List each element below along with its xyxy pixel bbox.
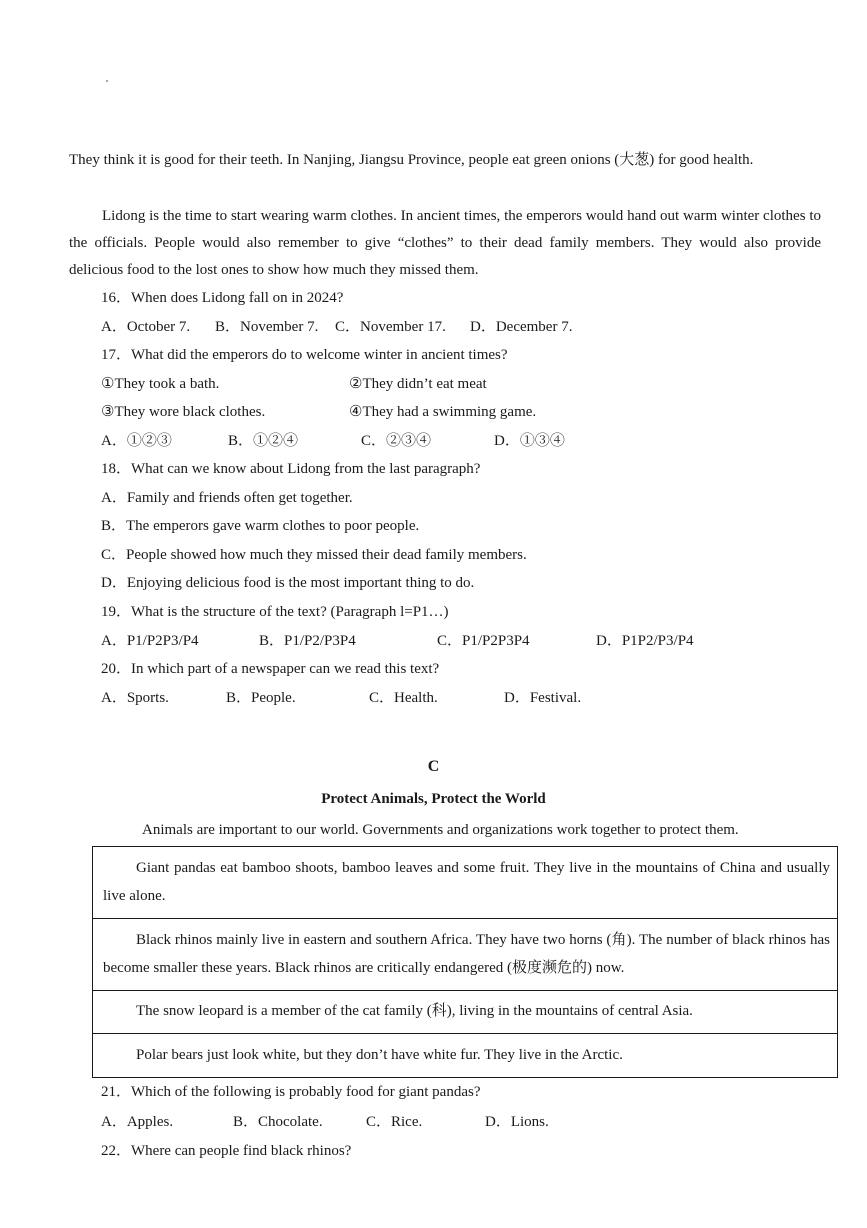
lidong-paragraph: Lidong is the time to start wearing warm clothes. In ancient times, the emperors would hand out warm winter clothes to the officials. People would also remember to give “clothes” to their dead family members. They would also provide delicious food to the lost ones to show how much they missed them. xyxy=(69,208,821,278)
box-black-rhinos: Black rhinos mainly live in eastern and southern Africa. They have two horns (角). The number of black rhinos has become smaller these years. Black rhinos are critically endangered (极度濒危的) now. xyxy=(93,918,837,990)
q20-option-b: B．People. xyxy=(226,690,296,706)
section-intro: Animals are important to our world. Governments and organizations work together to protect them. xyxy=(142,822,739,838)
q17-stem: 17．What did the emperors do to welcome winter in ancient times? xyxy=(101,347,508,363)
q18-option-b: B．The emperors gave warm clothes to poor people. xyxy=(101,518,420,534)
section-letter: C xyxy=(427,758,440,775)
box-snow-leopard: The snow leopard is a member of the cat family (科), living in the mountains of central Asia. xyxy=(93,990,837,1033)
q19-option-b: B．P1/P2/P3P4 xyxy=(259,633,356,649)
q18-stem: 18．What can we know about Lidong from the last paragraph? xyxy=(101,461,481,477)
q17-item-1: ①They took a bath. xyxy=(101,376,220,392)
q22-stem: 22．Where can people find black rhinos? xyxy=(101,1143,352,1159)
q16-option-d: D．December 7. xyxy=(470,319,573,335)
q16-option-c: C．November 17. xyxy=(335,319,446,335)
q17-option-b: B．①②④ xyxy=(228,433,299,449)
q17-item-4: ④They had a swimming game. xyxy=(349,404,537,420)
q20-option-d: D．Festival. xyxy=(504,690,582,706)
section-title: Protect Animals, Protect the World xyxy=(321,791,546,807)
intro-paragraph: They think it is good for their teeth. In Nanjing, Jiangsu Province, people eat green onions (大葱) for good health. xyxy=(69,152,754,168)
q21-option-d: D．Lions. xyxy=(485,1114,549,1130)
scan-speck xyxy=(106,80,108,82)
q17-item-3: ③They wore black clothes. xyxy=(101,404,266,420)
q17-option-c: C．②③④ xyxy=(361,433,432,449)
box-polar-bears: Polar bears just look white, but they don’t have white fur. They live in the Arctic. xyxy=(93,1033,837,1077)
q21-stem: 21．Which of the following is probably food for giant pandas? xyxy=(101,1084,481,1100)
q17-option-d: D．①③④ xyxy=(494,433,565,449)
animal-info-box xyxy=(92,846,838,1078)
q21-option-b: B．Chocolate. xyxy=(233,1114,323,1130)
q16-stem: 16．When does Lidong fall on in 2024? xyxy=(101,290,344,306)
box-giant-pandas: Giant pandas eat bamboo shoots, bamboo leaves and some fruit. They live in the mountains of China and usually live alone. xyxy=(103,860,830,904)
q20-option-c: C．Health. xyxy=(369,690,438,706)
q19-option-d: D．P1P2/P3/P4 xyxy=(596,633,694,649)
q18-option-c: C．People showed how much they missed their dead family members. xyxy=(101,547,527,563)
q21-option-a: A．Apples. xyxy=(101,1114,174,1130)
q19-option-c: C．P1/P2P3P4 xyxy=(437,633,530,649)
q18-option-d: D．Enjoying delicious food is the most important thing to do. xyxy=(101,575,475,591)
q19-option-a: A．P1/P2P3/P4 xyxy=(101,633,199,649)
q19-stem: 19．What is the structure of the text? (Paragraph l=P1…) xyxy=(101,604,449,620)
q20-option-a: A．Sports. xyxy=(101,690,169,706)
q21-option-c: C．Rice. xyxy=(366,1114,423,1130)
q17-item-2: ②They didn’t eat meat xyxy=(349,376,487,392)
q18-option-a: A．Family and friends often get together. xyxy=(101,490,353,506)
q16-option-b: B．November 7. xyxy=(215,319,319,335)
q20-stem: 20．In which part of a newspaper can we read this text? xyxy=(101,661,440,677)
q16-option-a: A．October 7. xyxy=(101,319,191,335)
q17-option-a: A．①②③ xyxy=(101,433,172,449)
